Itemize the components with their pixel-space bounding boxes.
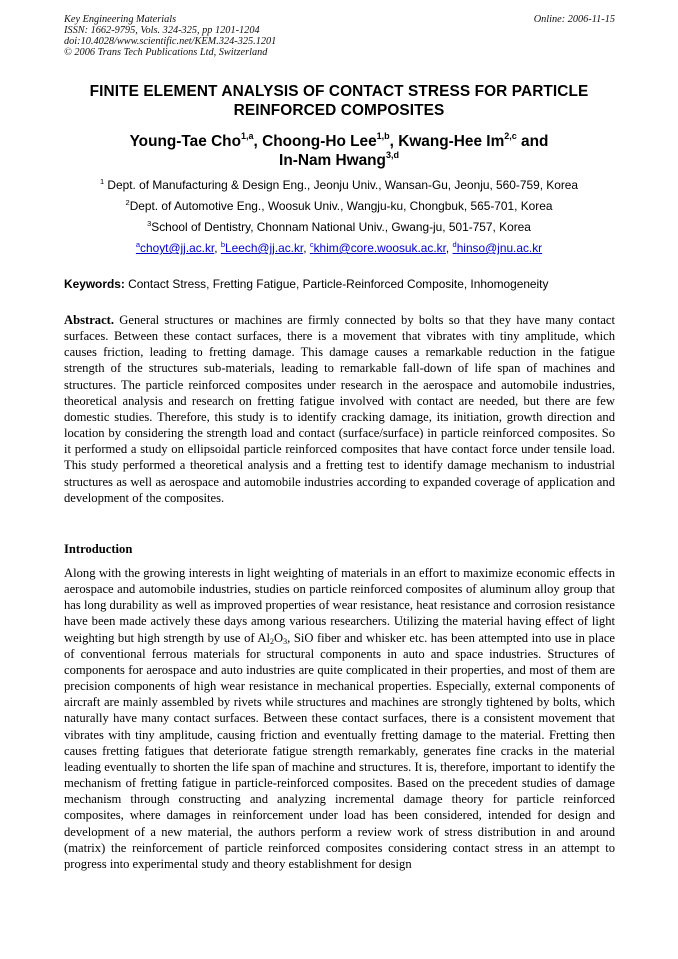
keywords-label: Keywords: bbox=[64, 277, 125, 291]
author-name: In-Nam Hwang bbox=[279, 152, 386, 169]
email-mark: b bbox=[220, 240, 226, 249]
paper-title bbox=[60, 82, 618, 120]
affiliation-1 bbox=[60, 178, 618, 192]
title-line-2: REINFORCED COMPOSITES bbox=[233, 102, 445, 119]
email-text: choyt@jj.ac.kr bbox=[140, 241, 215, 255]
affiliation-text: Dept. of Automotive Eng., Woosuk Univ., Wangju-ku, Chongbuk, 565-701, Korea bbox=[129, 199, 553, 213]
email-link[interactable] bbox=[310, 241, 446, 255]
email-text: khim@core.woosuk.ac.kr bbox=[313, 241, 446, 255]
affiliation-mark: 3 bbox=[147, 219, 152, 228]
abstract bbox=[64, 312, 615, 506]
affiliation-text: Dept. of Manufacturing & Design Eng., Jeonju Univ., Wansan-Gu, Jeonju, 560-759, Korea bbox=[104, 178, 579, 192]
introduction-body bbox=[64, 565, 615, 872]
title-line-1: FINITE ELEMENT ANALYSIS OF CONTACT STRESS FOR PARTICLE bbox=[89, 83, 589, 100]
email-link[interactable] bbox=[221, 241, 303, 255]
author-name: Choong-Ho Lee bbox=[262, 133, 377, 150]
journal-doi: doi:10.4028/www.scientific.net/KEM.324-325.1201 bbox=[64, 36, 277, 47]
journal-copyright: © 2006 Trans Tech Publications Ltd, Switzerland bbox=[64, 47, 268, 58]
author-emails: $^a$choyt@jj.ac.kr, $^b$Leech@jj.ac.kr, $^c$khim@core.woosuk.ac.kr, $^d$hinso@jnu.ac.kr bbox=[135, 240, 543, 255]
author-name: Kwang-Hee Im bbox=[398, 133, 505, 150]
chem-subscript: 2 bbox=[270, 636, 275, 646]
intro-text: O bbox=[274, 630, 284, 645]
author-affil-mark: 2,c bbox=[504, 131, 517, 141]
affiliation-mark: 2 bbox=[125, 198, 130, 207]
journal-issn: ISSN: 1662-9795, Vols. 324-325, pp 1201-1204 bbox=[64, 25, 260, 36]
online-date: Online: 2006-11-15 bbox=[533, 14, 615, 25]
affiliation-text: School of Dentistry, Chonnam National Univ., Gwang-ju, 501-757, Korea bbox=[151, 220, 531, 234]
author-conjunction: and bbox=[516, 133, 549, 150]
email-mark: a bbox=[135, 240, 141, 249]
affiliation-2 bbox=[60, 199, 618, 213]
journal-header bbox=[64, 14, 276, 58]
affiliation-3 bbox=[60, 220, 618, 234]
email-text: Leech@jj.ac.kr bbox=[225, 241, 304, 255]
affiliation-mark: 1 bbox=[99, 177, 105, 186]
abstract-label: Abstract. bbox=[64, 313, 115, 327]
author-affil-mark: 3,d bbox=[385, 150, 399, 160]
journal-name: Key Engineering Materials bbox=[64, 14, 177, 25]
intro-text: Along with the growing interests in light weighting of materials in an effort to maximize economic effects in aerospace and automobile industries, studies on particle reinforced composites of aluminum alloy group that has long durability as well as improved properties of wear resistance, heat resistance and corrosion resistance have been made actively these days among various researchers. Utilizing the material having effect of light weighting but high strength by use of Al bbox=[64, 566, 615, 645]
intro-text: , SiO fiber and whisker etc. has been attempted into use in place of conventional ferrous materials for structural components in auto and space industries. Structures of components for aerospace and auto industries are quite complicated in their properties, and most of them are precision components of high wear resistance in mechanical properties. Especially, external components of aircraft are mainly assembled by rivets while structures and machines are strongly tightened by bolts, which naturally have many contact surfaces. Between these contact surfaces, there is a consistent movement that vibrates with tiny amplitude, causing friction and eventually fretting damage to the material. Fretting then causes fretting fatigues that deteriorate fatigue strength remarkably, generates fine cracks in the material leading eventually to shorten the life span of machine and structures. It is, therefore, important to identify the mechanism of fretting fatigue in particle-reinforced composites. Based on the precedent studies of damage mechanism through constructing and analyzing incremental damage theory for particle reinforced composites, where damages in reinforcement under load has been considered, intended for design and development of a new material, the authors perform a review work of stress distribution in and around (matrix) the reinforcement of particle reinforced composites considering contact stress in an attempt to progress into experimental study and theory establishment for design bbox=[64, 630, 616, 871]
author-affil-mark: 1,a bbox=[241, 131, 254, 141]
section-heading: Introduction bbox=[64, 542, 133, 556]
abstract-text: General structures or machines are firmly connected by bolts so that they have many contact surfaces. Between these contact surfaces, there is a movement that vibrates with tiny amplitude, which causes friction, leading to fretting damage. This damage causes a remarkable reduction in the fatigue strength of the structures sub-materials, leading to remarkable fall-down of life span of machines and structures. The particle reinforced composites under research in the aerospace and automobile industries, theoretical analysis and research on fretting fatigue involved with contact are needed, but there are few domestic studies. Therefore, this study is to identify cracking damage, its initiation, growth direction and location by considering the strength load and contact (surface/surface) in particle reinforced composites. So it performed a study on ellipsoidal particle reinforced composites that have contact force under tensile load. This study performed a theoretical analysis and a fretting test to identify damage mechanism to industrial structures as well as aerospace and automobile industries according to expanded coverage of application and development of the composites. bbox=[64, 313, 615, 505]
email-link[interactable] bbox=[136, 241, 214, 255]
email-text: hinso@jnu.ac.kr bbox=[456, 241, 543, 255]
keywords-text: Contact Stress, Fretting Fatigue, Particle-Reinforced Composite, Inhomogeneity bbox=[124, 277, 549, 291]
keywords bbox=[64, 277, 616, 291]
email-mark: d bbox=[452, 240, 457, 249]
chem-subscript: 3 bbox=[283, 636, 288, 646]
author-affil-mark: 1,b bbox=[376, 131, 390, 141]
email-link[interactable] bbox=[453, 241, 543, 255]
author-list: Young-Tae Cho$^{1,a}$, Choong-Ho Lee$^{1,b}$, Kwang-Hee Im$^{2,c}$ and In-Nam Hwang$^{3,d}$ bbox=[129, 131, 549, 169]
author-name: Young-Tae Cho bbox=[129, 133, 241, 150]
email-mark: c bbox=[309, 240, 314, 249]
